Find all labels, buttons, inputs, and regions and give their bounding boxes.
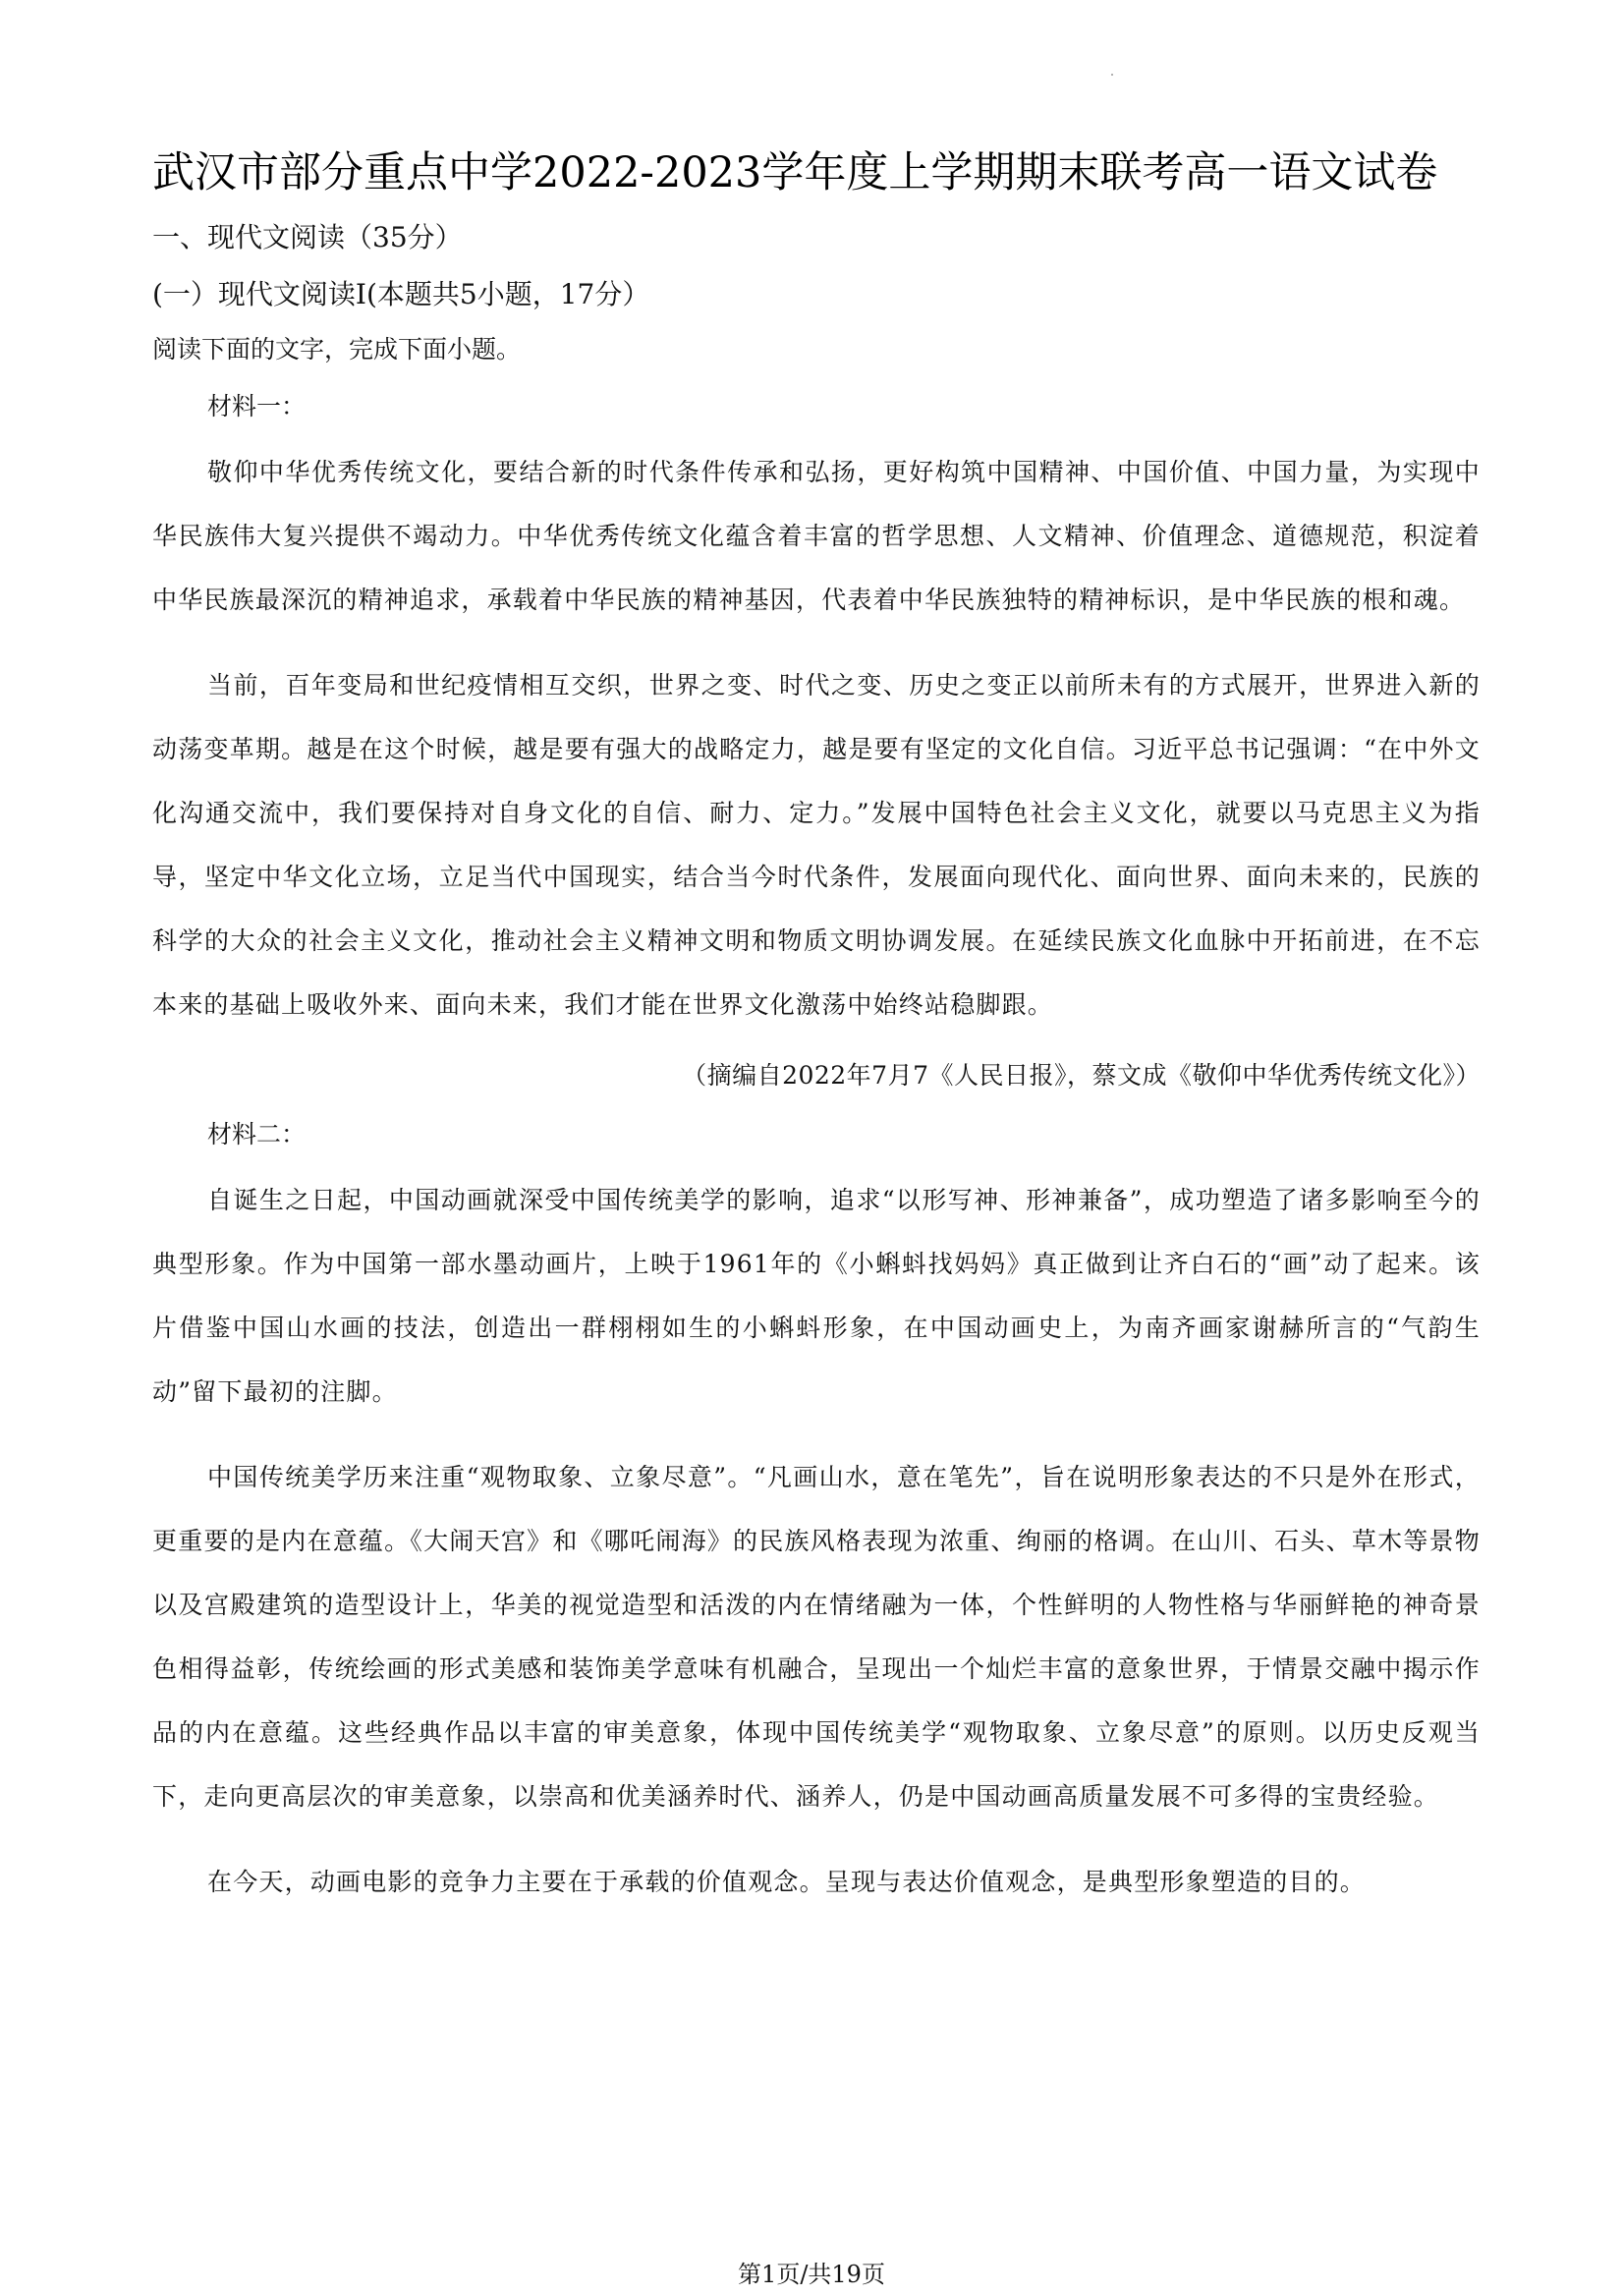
material-two-paragraph-1: 自诞生之日起，中国动画就深受中国传统美学的影响，追求“以形写神、形神兼备”，成功塑造了诸多影响至今的典型形象。作为中国第一部水墨动画片，上映于1961年的《小蝌蚪找妈妈》真正做到让齐白石的“画”动了起来。该片借鉴中国山水画的技法，创造出一群栩栩如生的小蝌蚪形象，在中国动画史上，为南齐画家谢赫所言的“气韵生动”留下最初的注脚。 — [152, 1186, 1481, 1406]
sub-heading: (一）现代文阅读Ⅰ(本题共5小题，17分） — [152, 278, 650, 310]
material-one-label: 材料一： — [207, 392, 307, 420]
material-one-paragraph-2: 当前，百年变局和世纪疫情相互交织，世界之变、时代之变、历史之变正以前所未有的方式展开，世界进入新的动荡变革期。越是在这个时候，越是要有强大的战略定力，越是要有坚定的文化自信。习近平总书记强调：“在中外文化沟通交流中，我们要保持对自身文化的自信、耐力、定力。”发展中国特色社会主义文化，就要以马克思主义为指导，坚定中华文化立场，立足当代中国现实，结合当今时代条件，发展面向现代化、面向世界、面向未来的，民族的科学的大众的社会主义文化，推动社会主义精神文明和物质文明协调发展。在延续民族文化血脉中开拓前进，在不忘本来的基础上吸收外来、面向未来，我们才能在世界文化激荡中始终站稳脚跟。 — [152, 671, 1481, 1019]
material-two-paragraph-3: 在今天，动画电影的竞争力主要在于承载的价值观念。呈现与表达价值观念，是典型形象塑造的目的。 — [207, 1868, 1367, 1896]
page-content — [152, 147, 1481, 1914]
scan-dot — [1111, 74, 1113, 76]
exam-title: 武汉市部分重点中学2022-2023学年度上学期期末联考高一语文试卷 — [152, 148, 1438, 197]
material-one-paragraph-1: 敬仰中华优秀传统文化，要结合新的时代条件传承和弘扬，更好构筑中国精神、中国价值、中国力量，为实现中华民族伟大复兴提供不竭动力。中华优秀传统文化蕴含着丰富的哲学思想、人文精神、价值理念、道德规范，积淀着中华民族最深沉的精神追求，承载着中华民族的精神基因，代表着中华民族独特的精神标识，是中华民族的根和魂。 — [152, 458, 1481, 614]
material-one-source: （摘编自2022年7月7《人民日报》，蔡文成《敬仰中华优秀传统文化》） — [682, 1061, 1481, 1090]
section-heading: 一、现代文阅读（35分） — [152, 221, 463, 253]
page-footer: 第1页/共19页 — [738, 2261, 885, 2288]
material-two-label: 材料二： — [207, 1120, 307, 1148]
material-two-paragraph-2: 中国传统美学历来注重“观物取象、立象尽意”。“凡画山水，意在笔先”，旨在说明形象表达的不只是外在形式，更重要的是内在意蕴。《大闹天宫》和《哪吒闹海》的民族风格表现为浓重、绚丽的格调。在山川、石头、草木等景物以及宫殿建筑的造型设计上，华美的视觉造型和活泼的内在情绪融为一体，个性鲜明的人物性格与华丽鲜艳的神奇景色相得益彰，传统绘画的形式美感和装饰美学意味有机融合，呈现出一个灿烂丰富的意象世界，于情景交融中揭示作品的内在意蕴。这些经典作品以丰富的审美意象，体现中国传统美学“观物取象、立象尽意”的原则。以历史反观当下，走向更高层次的审美意象，以崇高和优美涵养时代、涵养人，仍是中国动画高质量发展不可多得的宝贵经验。 — [152, 1463, 1481, 1811]
reading-instruction: 阅读下面的文字，完成下面小题。 — [152, 335, 522, 364]
